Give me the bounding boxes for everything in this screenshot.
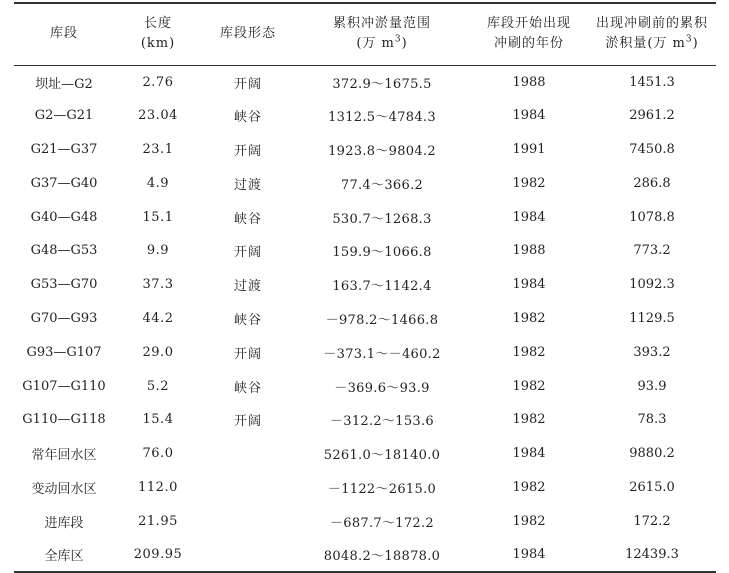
year-cell: 1982 [512, 175, 546, 191]
shape-cell [202, 471, 294, 505]
year-cell: 1991 [512, 141, 546, 157]
table-row [14, 268, 716, 302]
range-cell: 5261.0～18140.0 [323, 448, 441, 464]
range-cell: 163.7～1142.4 [332, 279, 432, 295]
shape-cell: 峡谷 [233, 312, 262, 328]
length-cell: 21.95 [138, 513, 178, 529]
table-row [14, 369, 716, 403]
header-length-line1: 长度 [143, 16, 172, 32]
range-cell: －373.1～－460.2 [323, 346, 441, 362]
length-cell: 112.0 [138, 479, 178, 495]
header-section-label: 库段 [49, 26, 78, 42]
range-cell: －978.2～1466.8 [325, 312, 439, 328]
length-cell: 29.0 [142, 344, 174, 360]
year-cell: 1984 [512, 277, 546, 293]
range-cell: －369.6～93.9 [334, 380, 430, 396]
shape-cell: 峡谷 [233, 110, 262, 126]
shape-cell: 开阔 [233, 245, 262, 261]
year-cell: 1982 [512, 378, 546, 394]
accum-cell: 393.2 [633, 344, 671, 360]
header-row [14, 3, 716, 65]
table-row [14, 504, 716, 538]
header-accum-close: ) [692, 36, 699, 52]
length-cell: 2.76 [142, 74, 174, 90]
table-row [14, 302, 716, 336]
accum-cell: 172.2 [633, 513, 671, 529]
header-accum-line1: 出现冲刷前的累积 [595, 16, 708, 32]
header-shape [202, 3, 294, 65]
section-cell: G37—G40 [30, 175, 98, 191]
section-cell: G2—G21 [34, 108, 94, 124]
shape-cell [202, 538, 294, 572]
table-row [14, 403, 716, 437]
range-cell: －687.7～172.2 [329, 515, 435, 531]
section-cell: G93—G107 [26, 344, 102, 360]
year-cell: 1982 [512, 344, 546, 360]
length-cell: 44.2 [142, 310, 174, 326]
data-table-container [14, 0, 716, 573]
section-cell: G21—G37 [30, 141, 98, 157]
section-cell: G107—G110 [22, 378, 106, 394]
section-cell: 进库段 [44, 515, 84, 531]
accum-cell: 2961.2 [629, 108, 675, 124]
accum-cell: 1129.5 [629, 310, 675, 326]
header-year [470, 3, 588, 65]
table-header [14, 3, 716, 65]
section-cell: G48—G53 [30, 243, 98, 259]
section-cell: 全库区 [14, 538, 114, 572]
length-cell: 9.9 [146, 243, 170, 259]
section-cell: G53—G70 [30, 277, 98, 293]
header-range-close: ) [401, 36, 408, 52]
range-cell: －1122～2615.0 [327, 481, 437, 497]
shape-cell [202, 437, 294, 471]
range-cell: 159.9～1066.8 [332, 245, 432, 261]
header-length [114, 3, 202, 65]
header-accum-line2 [588, 34, 716, 54]
year-cell: 1982 [512, 479, 546, 495]
length-cell: 76.0 [142, 446, 174, 462]
shape-cell [202, 504, 294, 538]
table-row [14, 133, 716, 167]
header-accum-unit: 淤积量(万 m [605, 36, 686, 52]
header-accum-sup: 3 [685, 34, 693, 45]
header-accum [588, 3, 716, 65]
table-row [14, 234, 716, 268]
length-cell: 15.1 [142, 209, 174, 225]
shape-cell: 开阔 [233, 414, 262, 430]
table-body [14, 65, 716, 572]
year-cell: 1984 [470, 538, 588, 572]
table-row [14, 471, 716, 505]
accum-cell: 9880.2 [629, 446, 675, 462]
length-cell: 15.4 [142, 412, 174, 428]
section-cell: G110—G118 [22, 412, 106, 428]
section-cell: G70—G93 [30, 310, 98, 326]
sediment-table [14, 2, 716, 573]
accum-cell: 7450.8 [629, 141, 675, 157]
header-year-line1: 库段开始出现 [486, 16, 571, 32]
length-cell: 23.1 [142, 141, 174, 157]
range-cell: 1923.8～9804.2 [328, 143, 436, 159]
shape-cell: 峡谷 [233, 380, 262, 396]
year-cell: 1984 [512, 108, 546, 124]
shape-cell: 过渡 [233, 279, 262, 295]
header-range-line1: 累积冲淤量范围 [332, 16, 431, 32]
section-cell: 变动回水区 [31, 481, 97, 497]
year-cell: 1988 [512, 74, 546, 90]
accum-cell: 1078.8 [629, 209, 675, 225]
range-cell: 530.7～1268.3 [332, 211, 432, 227]
accum-cell: 2615.0 [629, 479, 675, 495]
section-cell: 坝址—G2 [35, 76, 93, 92]
header-length-line2: (km) [140, 36, 176, 52]
header-range-unit: (万 m [356, 36, 395, 52]
year-cell: 1982 [512, 412, 546, 428]
table-row [14, 538, 716, 572]
table-row [14, 437, 716, 471]
year-cell: 1984 [512, 446, 546, 462]
length-cell: 37.3 [142, 277, 174, 293]
section-cell: G40—G48 [30, 209, 98, 225]
shape-cell: 开阔 [233, 346, 262, 362]
accum-cell: 1092.3 [629, 277, 675, 293]
length-cell: 23.04 [138, 108, 178, 124]
header-section [14, 3, 114, 65]
accum-cell: 286.8 [633, 175, 671, 191]
shape-cell: 过渡 [233, 177, 262, 193]
accum-cell: 78.3 [637, 412, 667, 428]
shape-cell: 峡谷 [233, 211, 262, 227]
header-range-line2 [294, 34, 470, 54]
accum-cell: 773.2 [633, 243, 671, 259]
table-row [14, 200, 716, 234]
accum-cell: 93.9 [637, 378, 667, 394]
length-cell: 5.2 [146, 378, 170, 394]
accum-cell: 1451.3 [629, 74, 675, 90]
accum-cell: 12439.3 [588, 538, 716, 572]
range-cell: 8048.2～18878.0 [294, 538, 470, 572]
table-row [14, 65, 716, 99]
section-cell: 常年回水区 [31, 448, 97, 464]
year-cell: 1982 [512, 310, 546, 326]
header-year-line2: 冲刷的年份 [493, 36, 564, 52]
header-range [294, 3, 470, 65]
length-cell: 4.9 [146, 175, 170, 191]
table-row [14, 166, 716, 200]
shape-cell: 开阔 [233, 76, 262, 92]
year-cell: 1988 [512, 243, 546, 259]
year-cell: 1984 [512, 209, 546, 225]
range-cell: 372.9～1675.5 [332, 76, 432, 92]
table-row [14, 335, 716, 369]
range-cell: 1312.5～4784.3 [328, 110, 436, 126]
range-cell: －312.2～153.6 [329, 414, 435, 430]
table-row [14, 99, 716, 133]
header-range-sup: 3 [394, 34, 402, 45]
header-shape-label: 库段形态 [219, 26, 276, 42]
shape-cell: 开阔 [233, 143, 262, 159]
year-cell: 1982 [512, 513, 546, 529]
length-cell: 209.95 [114, 538, 202, 572]
range-cell: 77.4～366.2 [340, 177, 424, 193]
